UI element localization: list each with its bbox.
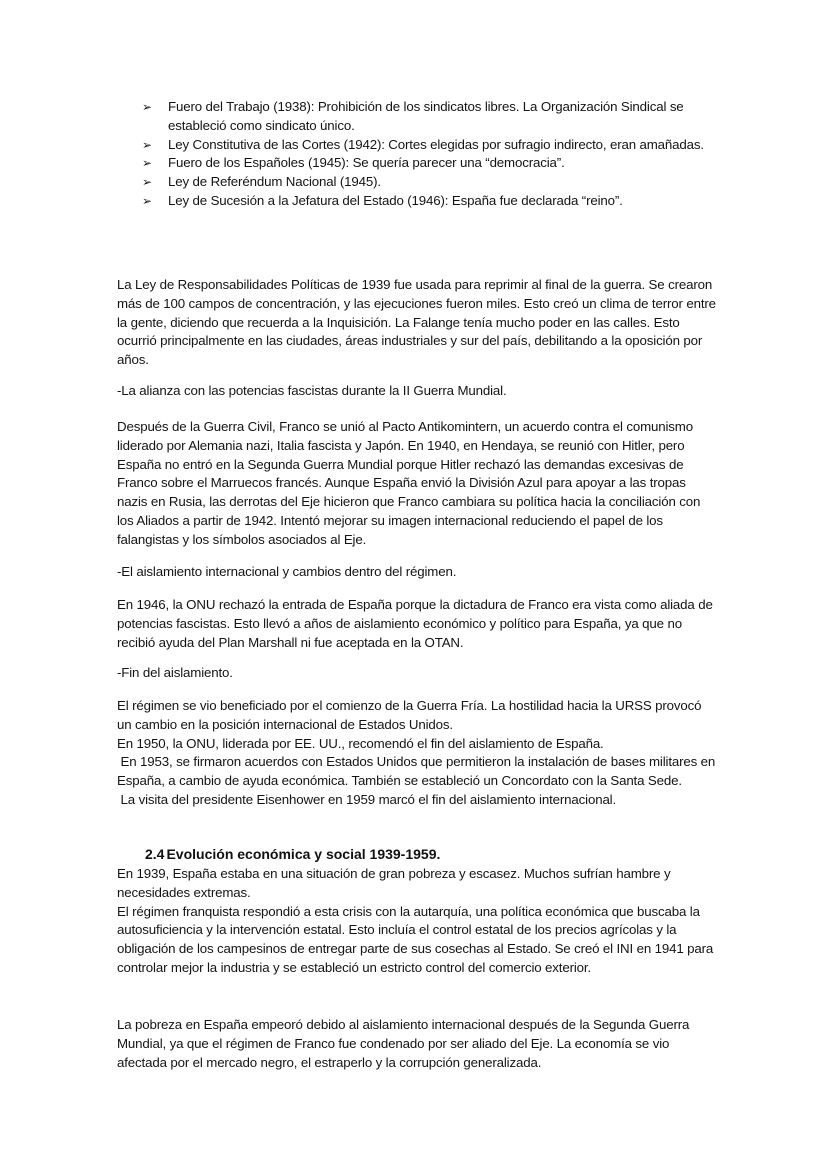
list-item-text: Ley de Sucesión a la Jefatura del Estado (1946): España fue declarada “reino”. xyxy=(168,192,623,208)
list-item-text: Ley Constitutiva de las Cortes (1942): Cortes elegidas por sufragio indirecto, eran amañadas. xyxy=(168,136,704,152)
subtitle-aislamiento: -El aislamiento internacional y cambios dentro del régimen. xyxy=(117,564,457,579)
subtitle-fin: -Fin del aislamiento. xyxy=(117,665,233,680)
section-paragraph: En 1939, España estaba en una situación de gran pobreza y escasez. Muchos sufrían hambre y necesidades extremas. xyxy=(117,866,671,900)
paragraph-represion: La Ley de Responsabilidades Políticas de 1939 fue usada para reprimir al final de la guerra. Se crearon más de 100 campos de concentración, y las ejecuciones fueron miles. Esto creó un clima de terror entre la gente, diciendo que recuerda a la Inquisición. La Falange tenía mucho poder en las calles. Esto ocurrió principalmente en las ciudades, áreas industriales y sur del país, debilitando a la oposición por años. xyxy=(117,277,716,368)
list-item xyxy=(142,173,712,192)
paragraph-fin-line: El régimen se vio beneficiado por el comienzo de la Guerra Fría. La hostilidad hacia la URSS provocó un cambio en la posición internacional de Estados Unidos. xyxy=(117,698,702,732)
subtitle-alianza: -La alianza con las potencias fascistas durante la II Guerra Mundial. xyxy=(117,383,507,398)
paragraph-fin-line: La visita del presidente Eisenhower en 1959 marcó el fin del aislamiento internacional. xyxy=(117,791,617,807)
paragraph-alianza: Después de la Guerra Civil, Franco se unió al Pacto Antikomintern, un acuerdo contra el comunismo liderado por Alemania nazi, Italia fascista y Japón. En 1940, en Hendaya, se reunió con Hitler, pero España no entró en la Segunda Guerra Mundial porque Hitler rechazó las demandas excesivas de Franco sobre el Marruecos francés. Aunque España envió la División Azul para apoyar a las tropas nazis en Rusia, las derrotas del Eje hicieron que Franco cambiara su política hacia la conciliación con los Aliados a partir de 1942. Intentó mejorar su imagen internacional reduciendo el papel de los falangistas y los símbolos asociados al Eje. xyxy=(117,419,701,547)
section-paragraph: El régimen franquista respondió a esta crisis con la autarquía, una política económica que buscaba la autosuficiencia y la intervención estatal. Esto incluía el control estatal de los precios agrícolas y la obligación de los campesinos de entregar parte de sus cosechas al Estado. Se creó el INI en 1941 para controlar mejor la industria y se estableció un estricto control del comercio exterior. xyxy=(117,903,714,975)
arrowhead-bullet-icon: ➢ xyxy=(142,100,152,114)
list-item xyxy=(142,192,712,211)
arrowhead-bullet-icon: ➢ xyxy=(142,193,152,208)
paragraph-fin-line: En 1953, se firmaron acuerdos con Estados Unidos que permitieron la instalación de bases militares en España, a cambio de ayuda económica. También se estableció un Concordato con la Santa Sede. xyxy=(117,754,719,789)
section-title: Evolución económica y social 1939-1959. xyxy=(166,846,441,862)
arrowhead-bullet-icon: ➢ xyxy=(142,137,152,152)
section-body xyxy=(117,865,717,978)
section-paragraph: La pobreza en España empeoró debido al aislamiento internacional después de la Segunda Guerra Mundial, ya que el régimen de Franco fue condenado por ser aliado del Eje. La economía se vio afectada por el mercado negro, el estraperlo y la corrupción generalizada. xyxy=(117,1017,690,1070)
list-item-text: Ley de Referéndum Nacional (1945). xyxy=(168,174,381,190)
list-item xyxy=(142,136,712,155)
arrowhead-bullet-icon: ➢ xyxy=(142,156,152,171)
section-heading xyxy=(145,846,440,862)
list-item-text: Fuero del Trabajo (1938): Prohibición de los sindicatos libres. La Organización Sindical se estableció como sindicato único. xyxy=(168,99,684,133)
paragraph-fin xyxy=(117,697,717,810)
section-number: 2.4 xyxy=(145,846,165,862)
list-item xyxy=(142,154,712,173)
paragraph-fin-line: En 1950, la ONU, liderada por EE. UU., recomendó el fin del aislamiento de España. xyxy=(117,735,604,751)
list-item xyxy=(142,98,712,136)
paragraph-aislamiento: En 1946, la ONU rechazó la entrada de España porque la dictadura de Franco era vista como aliada de potencias fascistas. Esto llevó a años de aislamiento económico y político para España, ya que no recibió ayuda del Plan Marshall ni fue aceptada en la OTAN. xyxy=(117,597,713,650)
list-item-text: Fuero de los Españoles (1945): Se quería parecer una “democracia”. xyxy=(168,155,565,171)
arrowhead-bullet-icon: ➢ xyxy=(142,175,152,190)
laws-bullet-list xyxy=(142,98,712,211)
